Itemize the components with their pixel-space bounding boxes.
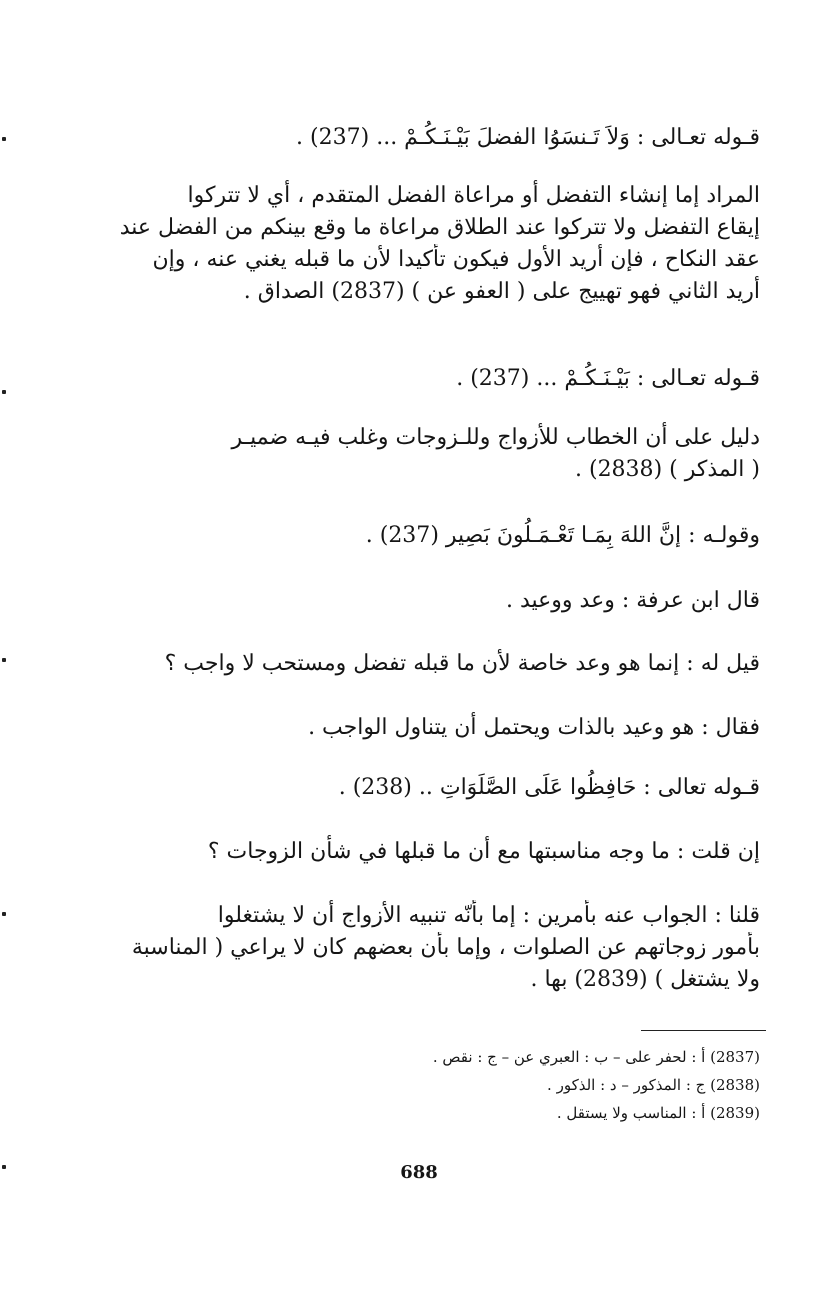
commentary-paragraph-4	[80, 900, 760, 996]
page-number: 688	[400, 1162, 438, 1183]
footnote-2839: (2839) أ : المناسب ولا يستقل .	[556, 1104, 760, 1122]
paragraph-line: دليل على أن الخطاب للأزواج وللـزوجات وغلب فيـه ضميـر	[231, 425, 760, 450]
margin-mark	[2, 137, 6, 141]
footnote-2837: (2837) أ : لحفر على – ب : العبري عن – ج : نقص .	[432, 1048, 760, 1066]
ibn-arafa-statement: قال ابن عرفة : وعد ووعيد .	[506, 588, 760, 613]
paragraph-line: عقد النكاح ، فإن أريد الأول فيكون تأكيدا لأن ما قبله يغني عنه ، وإن	[152, 247, 760, 272]
paragraph-line: المراد إما إنشاء التفضل أو مراعاة الفضل المتقدم ، أي لا تتركوا	[187, 183, 760, 208]
paragraph-line: إيقاع التفضل ولا تتركوا عند الطلاق مراعاة ما وقع بينكم من الفضل عند	[119, 215, 760, 240]
verse-heading-3: وقولـه : إنَّ اللهَ بِمَـا تَعْـمَـلُونَ بَصِير (237) .	[365, 523, 760, 548]
paragraph-line: أريد الثاني فهو تهييج على ( العفو عن ) (2837) الصداق .	[243, 279, 760, 304]
commentary-paragraph-1	[80, 180, 760, 308]
paragraph-line: بأمور زوجاتهم عن الصلوات ، وإما بأن بعضهم كان لا يراعي ( المناسبة	[131, 935, 760, 960]
reply-line: فقال : هو وعيد بالذات ويحتمل أن يتناول الواجب .	[308, 715, 760, 740]
paragraph-line: ( المذكر ) (2838) .	[574, 457, 760, 482]
paragraph-line: قلنا : الجواب عنه بأمرين : إما بأنّه تنبيه الأزواج أن لا يشتغلوا	[217, 903, 760, 928]
footnote-2838: (2838) ج : المذكور – د : الذكور .	[547, 1076, 760, 1094]
commentary-paragraph-2	[80, 422, 760, 486]
paragraph-line: ولا يشتغل ) (2839) بها .	[530, 967, 760, 992]
verse-heading-4: قـوله تعالى : حَافِظُوا عَلَى الصَّلَوَاتِ .. (238) .	[338, 775, 760, 800]
margin-mark	[2, 658, 6, 662]
objection-line: قيل له : إنما هو وعد خاصة لأن ما قبله تفضل ومستحب لا واجب ؟	[164, 651, 760, 676]
margin-mark	[2, 390, 6, 394]
question-line: إن قلت : ما وجه مناسبتها مع أن ما قبلها في شأن الزوجات ؟	[207, 839, 760, 864]
verse-heading-2: قـوله تعـالى : بَيْـنَـكُـمْ ... (237) .	[456, 366, 760, 391]
verse-heading-1: قـوله تعـالى : وَلاَ تَـنسَوُا الفضلَ بَيْـنَـكُـمْ ... (237) .	[296, 125, 760, 150]
margin-mark	[2, 912, 6, 916]
footnote-separator	[641, 1030, 766, 1031]
